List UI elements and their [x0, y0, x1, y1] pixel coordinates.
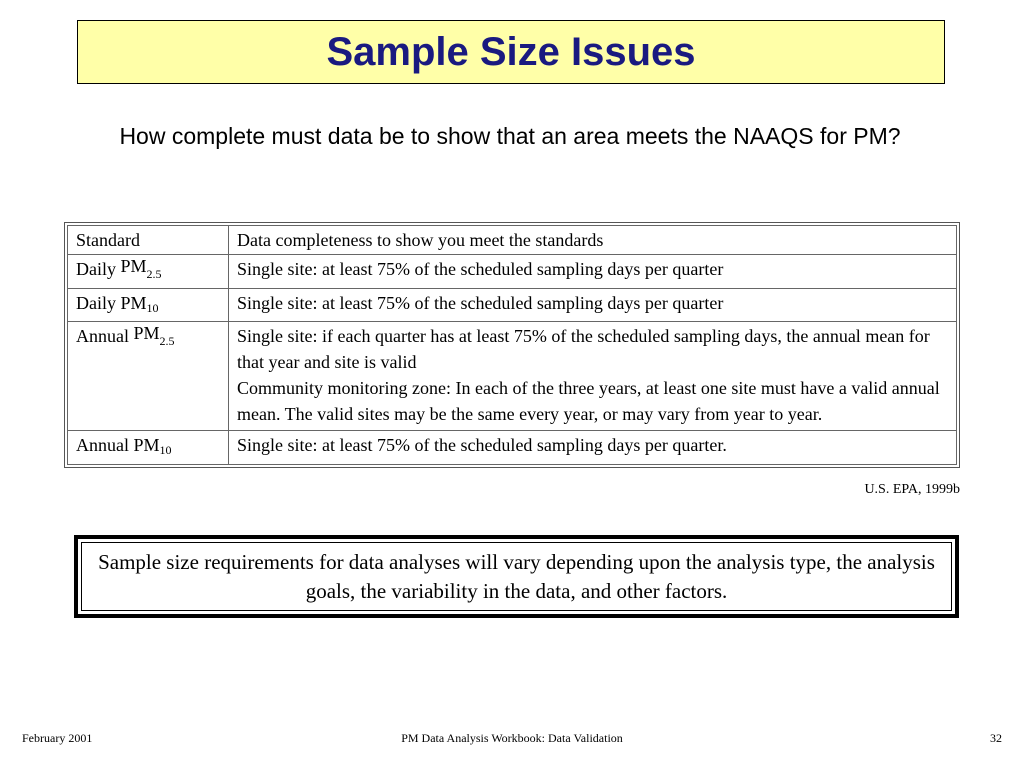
- footer-date: February 2001: [22, 731, 93, 745]
- table-row: [68, 288, 957, 322]
- note-box: [74, 535, 959, 618]
- completeness-table-frame: [64, 222, 960, 468]
- footer-title: PM Data Analysis Workbook: Data Validation: [401, 731, 623, 745]
- page-number: 32: [990, 731, 1002, 745]
- header-standard: Standard: [68, 226, 229, 255]
- table-row: [68, 254, 957, 288]
- title-banner: [77, 20, 945, 84]
- row-label-annual-pm25: Annual $PM_{2.5}$: [68, 322, 229, 431]
- table-header-row: [68, 226, 957, 255]
- slide-subtitle: How complete must data be to show that an area meets the NAAQS for PM?: [119, 123, 901, 149]
- note-text: Sample size requirements for data analyses will vary depending upon the analysis type, the analysis goals, the variability in the data, and other factors.: [81, 542, 952, 611]
- table-row: [68, 322, 957, 431]
- row-label-daily-pm10: Daily $PM_{10}$: [68, 288, 229, 322]
- row-label-daily-pm25: Daily $PM_{2.5}$: [68, 254, 229, 288]
- row-text: Single site: at least 75% of the scheduled sampling days per quarter: [229, 288, 957, 322]
- row-label-annual-pm10: Annual $PM_{10}$: [68, 431, 229, 465]
- slide-title: Sample Size Issues: [326, 29, 696, 74]
- row-text: Single site: at least 75% of the scheduled sampling days per quarter: [229, 254, 957, 288]
- header-completeness: Data completeness to show you meet the standards: [229, 226, 957, 255]
- table-row: [68, 431, 957, 465]
- completeness-table: [67, 225, 957, 465]
- source-citation: U.S. EPA, 1999b: [864, 482, 960, 497]
- row-text: Single site: if each quarter has at least 75% of the scheduled sampling days, the annual mean for that year and site is valid Community monitoring zone: In each of the three years, at least one site must have a valid annual mean. The valid sites may be the same every year, or may vary from year to year.: [229, 322, 957, 431]
- row-text: Single site: at least 75% of the scheduled sampling days per quarter.: [229, 431, 957, 465]
